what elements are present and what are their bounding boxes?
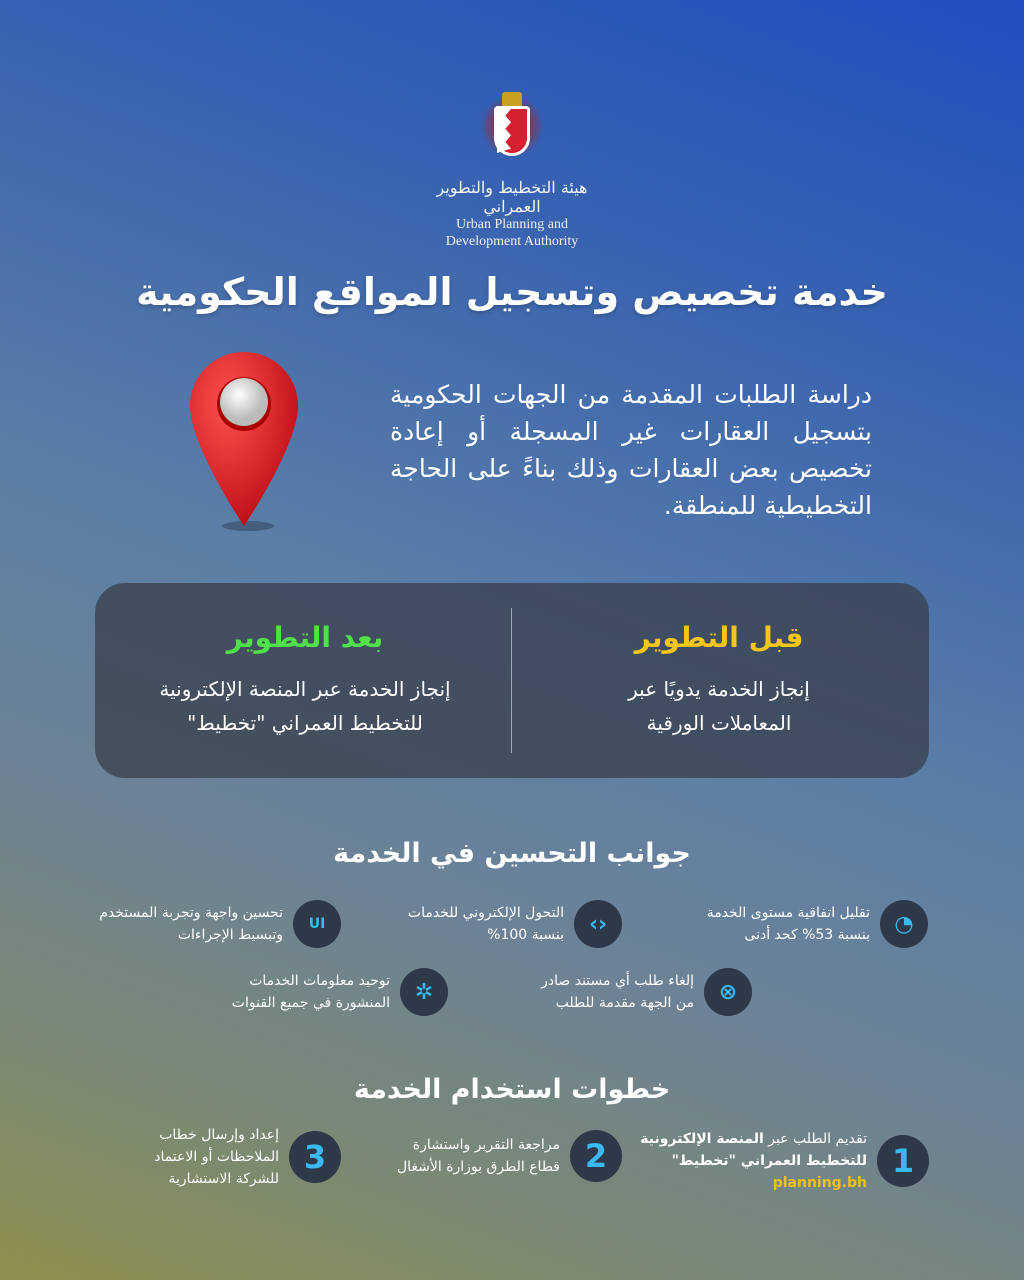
divider [511,608,512,753]
improvement-item [99,900,341,948]
improvements-title: جوانب التحسين في الخدمة [333,838,691,869]
bahrain-crest-icon [477,92,547,172]
item-text: إلغاء طلب أي مستند صادر [541,973,694,989]
steps-title: خطوات استخدام الخدمة [353,1074,671,1105]
step-text-bold: للتخطيط العمراني "تخطيط" [671,1153,867,1169]
item-text: توحيد معلومات الخدمات [249,973,390,989]
step-number: 2 [570,1130,622,1182]
authority-logo [412,92,612,250]
after-column [115,621,495,740]
improvement-item [707,900,928,948]
item-text: تحسين واجهة وتجربة المستخدم [99,905,283,921]
step-text: قطاع الطرق بوزارة الأشغال [396,1159,560,1175]
item-text: بنسبة 100% [487,927,564,943]
item-text: من الجهة مقدمة للطلب [555,995,694,1011]
item-text: تقليل اتفاقية مستوى الخدمة [706,905,870,921]
planning-link[interactable]: planning.bh [772,1175,867,1191]
before-heading: قبل التطوير [634,621,804,654]
step-text-bold: المنصة الإلكترونية [640,1131,764,1147]
step-3 [154,1124,341,1190]
network-icon: ✲ [400,968,448,1016]
before-after-panel [95,583,929,778]
clock-refresh-icon: ◔ [880,900,928,948]
document-cancel-icon: ⊗ [704,968,752,1016]
logo-english-2: Development Authority [445,234,579,249]
after-heading: بعد التطوير [226,621,384,654]
improvement-item [232,968,448,1016]
ui-window-icon: UI [293,900,341,948]
step-text: تقديم الطلب عبر [763,1131,867,1147]
logo-arabic: هيئة التخطيط والتطوير العمراني [436,178,588,216]
improvement-item [408,900,622,948]
service-description: دراسة الطلبات المقدمة من الجهات الحكومية بتسجيل العقارات غير المسجلة أو إعادة تخصيص بعض العقارات وذلك بناءً على الحاجة التخطيطية للمنطقة. [390,380,872,520]
step-1 [640,1128,929,1194]
improvement-item [541,968,752,1016]
logo-english-1: Urban Planning and [456,217,568,232]
item-text: التحول الإلكتروني للخدمات [407,905,564,921]
step-text: إعداد وإرسال خطاب [159,1127,279,1143]
page-title: خدمة تخصيص وتسجيل المواقع الحكومية [136,270,888,314]
item-text: بنسبة 53% كحد أدنى [744,927,870,943]
step-number: 1 [877,1135,929,1187]
item-text: وتبسيط الإجراءات [177,927,283,943]
location-pin-icon [188,350,300,532]
item-text: المنشورة في جميع القنوات [231,995,390,1011]
step-number: 3 [289,1131,341,1183]
before-column [529,621,909,740]
step-text: للشركة الاستشارية [168,1171,279,1187]
step-2 [397,1130,622,1182]
step-text: مراجعة التقرير واستشارة [412,1137,560,1153]
code-window-icon: ‹› [574,900,622,948]
after-text: إنجاز الخدمة عبر المنصة الإلكترونية للتخطيط العمراني "تخطيط" [159,677,451,735]
before-text: إنجاز الخدمة يدويًا عبر المعاملات الورقية [628,677,810,735]
step-text: الملاحظات أو الاعتماد [154,1149,279,1165]
